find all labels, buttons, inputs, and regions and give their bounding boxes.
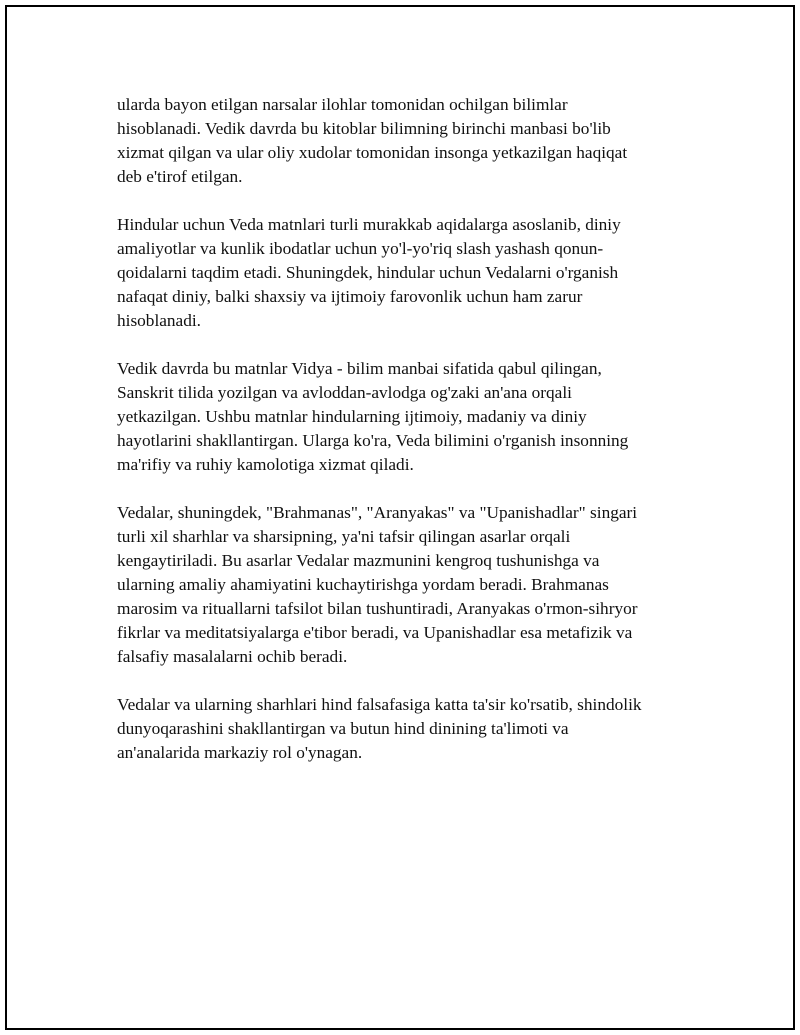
text-line: xizmat qilgan va ular oliy xudolar tomonidan insonga yetkazilgan haqiqat [117,143,628,162]
text-line: Vedalar, shuningdek, "Brahmanas", "Aranyakas" va "Upanishadlar" singari [117,503,638,522]
text-line: kengaytiriladi. Bu asarlar Vedalar mazmunini kengroq tushunishga va [117,551,600,570]
paragraph [117,693,697,765]
text-line: fikrlar va meditatsiyalarga e'tibor beradi, va Upanishadlar esa metafizik va [117,623,633,642]
text-line: Hindular uchun Veda matnlari turli murakkab aqidalarga asoslanib, diniy [117,215,621,234]
text-line: deb e'tirof etilgan. [117,167,243,186]
text-line: dunyoqarashini shakllantirgan va butun hind dinining ta'limoti va [117,719,569,738]
text-line: Vedik davrda bu matnlar Vidya - bilim manbai sifatida qabul qilingan, [117,359,602,378]
paragraph [117,213,697,333]
text-line: amaliyotlar va kunlik ibodatlar uchun yo'l-yo'riq slash yashash qonun- [117,239,604,258]
text-line: hisoblanadi. Vedik davrda bu kitoblar bilimning birinchi manbasi bo'lib [117,119,611,138]
paragraph [117,93,697,189]
text-line: hisoblanadi. [117,311,201,330]
paragraph [117,357,697,477]
text-line: ma'rifiy va ruhiy kamolotiga xizmat qiladi. [117,455,414,474]
text-line: hayotlarini shakllantirgan. Ularga ko'ra, Veda bilimini o'rganish insonning [117,431,629,450]
text-line: turli xil sharhlar va sharsipning, ya'ni tafsir qilingan asarlar orqali [117,527,571,546]
text-line: qoidalarni taqdim etadi. Shuningdek, hindular uchun Vedalarni o'rganish [117,263,619,282]
paragraph [117,501,697,669]
text-line: ularning amaliy ahamiyatini kuchaytirishga yordam beradi. Brahmanas [117,575,609,594]
text-line: falsafiy masalalarni ochib beradi. [117,647,348,666]
document-body [117,93,697,789]
text-line: Sanskrit tilida yozilgan va avloddan-avlodga og'zaki an'ana orqali [117,383,572,402]
text-line: marosim va rituallarni tafsilot bilan tushuntiradi, Aranyakas o'rmon-sihryor [117,599,638,618]
text-line: nafaqat diniy, balki shaxsiy va ijtimoiy farovonlik uchun ham zarur [117,287,583,306]
text-line: ularda bayon etilgan narsalar ilohlar tomonidan ochilgan bilimlar [117,95,568,114]
text-line: yetkazilgan. Ushbu matnlar hindularning ijtimoiy, madaniy va diniy [117,407,587,426]
text-line: Vedalar va ularning sharhlari hind falsafasiga katta ta'sir ko'rsatib, shindolik [117,695,642,714]
text-line: an'analarida markaziy rol o'ynagan. [117,743,363,762]
